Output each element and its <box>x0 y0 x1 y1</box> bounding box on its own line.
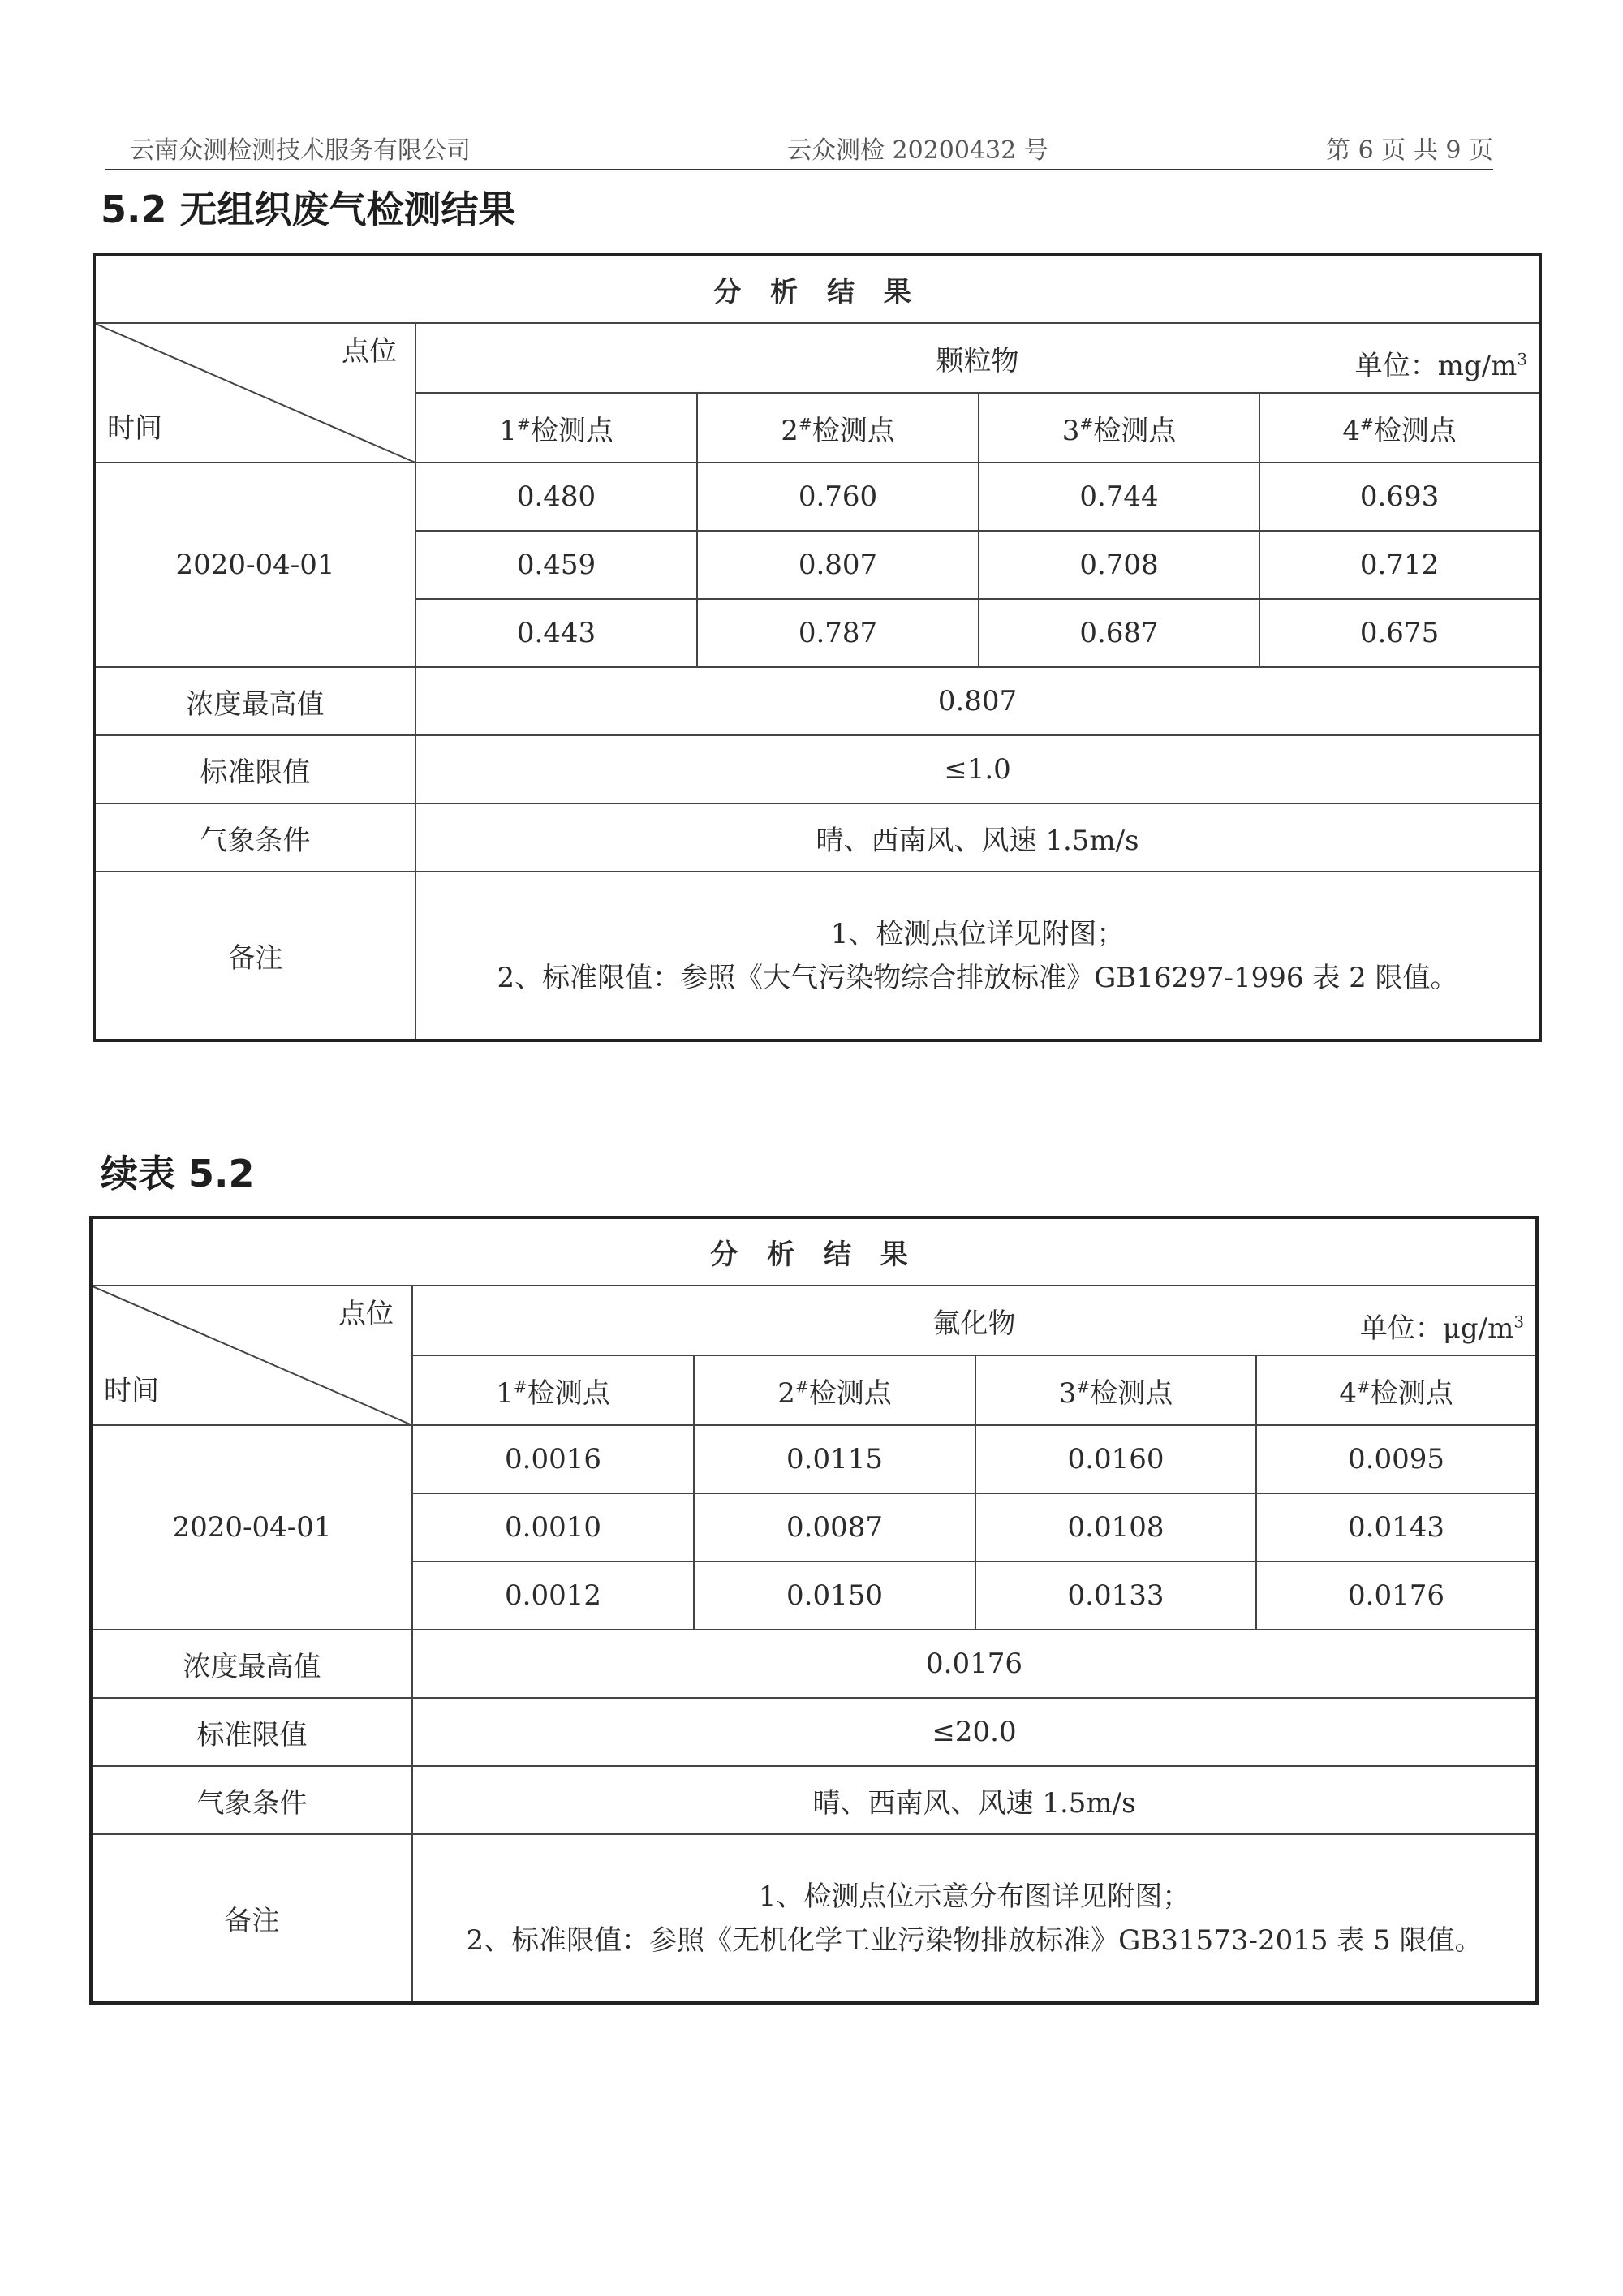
unit-label: 单位：$mg/m^3$ <box>1354 349 1528 382</box>
value-cell: 0.807 <box>697 531 979 599</box>
value-cell: 0.708 <box>979 531 1259 599</box>
sampling-date: 2020-04-01 <box>94 463 415 667</box>
diagonal-header <box>94 323 415 463</box>
value-cell: 0.443 <box>415 599 697 667</box>
note-line: 2、标准限值：参照《大气污染物综合排放标准》GB16297-1996 表 2 限值。 <box>497 961 1458 994</box>
value-cell: 0.693 <box>1259 463 1540 531</box>
note-line: 2、标准限值：参照《无机化学工业污染物排放标准》GB31573-2015 表 5 限值。 <box>466 1923 1483 1957</box>
value-cell: 0.0160 <box>975 1425 1256 1493</box>
limit-value: ≤1.0 <box>415 735 1540 803</box>
note-line: 1、检测点位示意分布图详见附图； <box>758 1880 1190 1913</box>
point-header: 3#检测点 <box>979 393 1259 463</box>
value-cell: 0.675 <box>1259 599 1540 667</box>
sampling-date: 2020-04-01 <box>91 1425 412 1630</box>
max-value: 0.807 <box>415 667 1540 735</box>
point-header: 2#检测点 <box>697 393 979 463</box>
diagonal-header <box>91 1286 412 1425</box>
diag-label-time: 时间 <box>107 412 162 445</box>
weather-value: 晴、西南风、风速 1.5m/s <box>415 803 1540 872</box>
limit-label: 标准限值 <box>94 735 415 803</box>
result-table-fluoride <box>89 1216 1539 2005</box>
value-cell: 0.687 <box>979 599 1259 667</box>
point-header: 4#检测点 <box>1256 1355 1537 1425</box>
section-title: 5.2 无组织废气检测结果 <box>101 187 516 231</box>
max-label: 浓度最高值 <box>91 1630 412 1698</box>
result-table-particulate <box>93 253 1542 1042</box>
note-label: 备注 <box>94 872 415 1040</box>
value-cell: 0.0010 <box>412 1493 694 1562</box>
value-cell: 0.480 <box>415 463 697 531</box>
limit-value: ≤20.0 <box>412 1698 1537 1766</box>
value-cell: 0.0012 <box>412 1562 694 1630</box>
weather-value: 晴、西南风、风速 1.5m/s <box>412 1766 1537 1834</box>
value-cell: 0.0150 <box>694 1562 975 1630</box>
value-cell: 0.712 <box>1259 531 1540 599</box>
unit-label: 单位：$\mu g/m^3$ <box>1359 1312 1525 1345</box>
value-cell: 0.0016 <box>412 1425 694 1493</box>
value-cell: 0.0176 <box>1256 1562 1537 1630</box>
point-header: 1#检测点 <box>415 393 697 463</box>
note-content <box>415 872 1540 1040</box>
company-name: 云南众测检测技术服务有限公司 <box>130 136 471 165</box>
table-row <box>94 463 1540 531</box>
value-cell: 0.760 <box>697 463 979 531</box>
limit-label: 标准限值 <box>91 1698 412 1766</box>
value-cell: 0.0095 <box>1256 1425 1537 1493</box>
note-content <box>412 1834 1537 2003</box>
substance-name: 氟化物 <box>932 1307 1016 1340</box>
substance-header <box>415 323 1540 393</box>
value-cell: 0.459 <box>415 531 697 599</box>
substance-header <box>412 1286 1537 1355</box>
value-cell: 0.744 <box>979 463 1259 531</box>
note-label: 备注 <box>91 1834 412 2003</box>
substance-name: 颗粒物 <box>936 344 1019 377</box>
weather-label: 气象条件 <box>94 803 415 872</box>
value-cell: 0.787 <box>697 599 979 667</box>
max-value: 0.0176 <box>412 1630 1537 1698</box>
page-number: 第 6 页 共 9 页 <box>1326 136 1493 165</box>
analysis-title: 分 析 结 果 <box>91 1217 1537 1286</box>
value-cell: 0.0133 <box>975 1562 1256 1630</box>
report-number: 云众测检 20200432 号 <box>787 136 1048 165</box>
value-cell: 0.0108 <box>975 1493 1256 1562</box>
page-header <box>105 123 1493 170</box>
max-label: 浓度最高值 <box>94 667 415 735</box>
diag-label-time: 时间 <box>104 1375 159 1407</box>
analysis-title: 分 析 结 果 <box>94 255 1540 323</box>
point-header: 4#检测点 <box>1259 393 1540 463</box>
point-header: 1#检测点 <box>412 1355 694 1425</box>
point-header: 3#检测点 <box>975 1355 1256 1425</box>
value-cell: 0.0087 <box>694 1493 975 1562</box>
section-title: 续表 5.2 <box>101 1152 255 1195</box>
value-cell: 0.0143 <box>1256 1493 1537 1562</box>
note-line: 1、检测点位详见附图； <box>830 917 1125 950</box>
diag-label-point: 点位 <box>342 335 397 368</box>
weather-label: 气象条件 <box>91 1766 412 1834</box>
table-row <box>91 1425 1537 1493</box>
value-cell: 0.0115 <box>694 1425 975 1493</box>
diag-label-point: 点位 <box>338 1298 394 1330</box>
point-header: 2#检测点 <box>694 1355 975 1425</box>
